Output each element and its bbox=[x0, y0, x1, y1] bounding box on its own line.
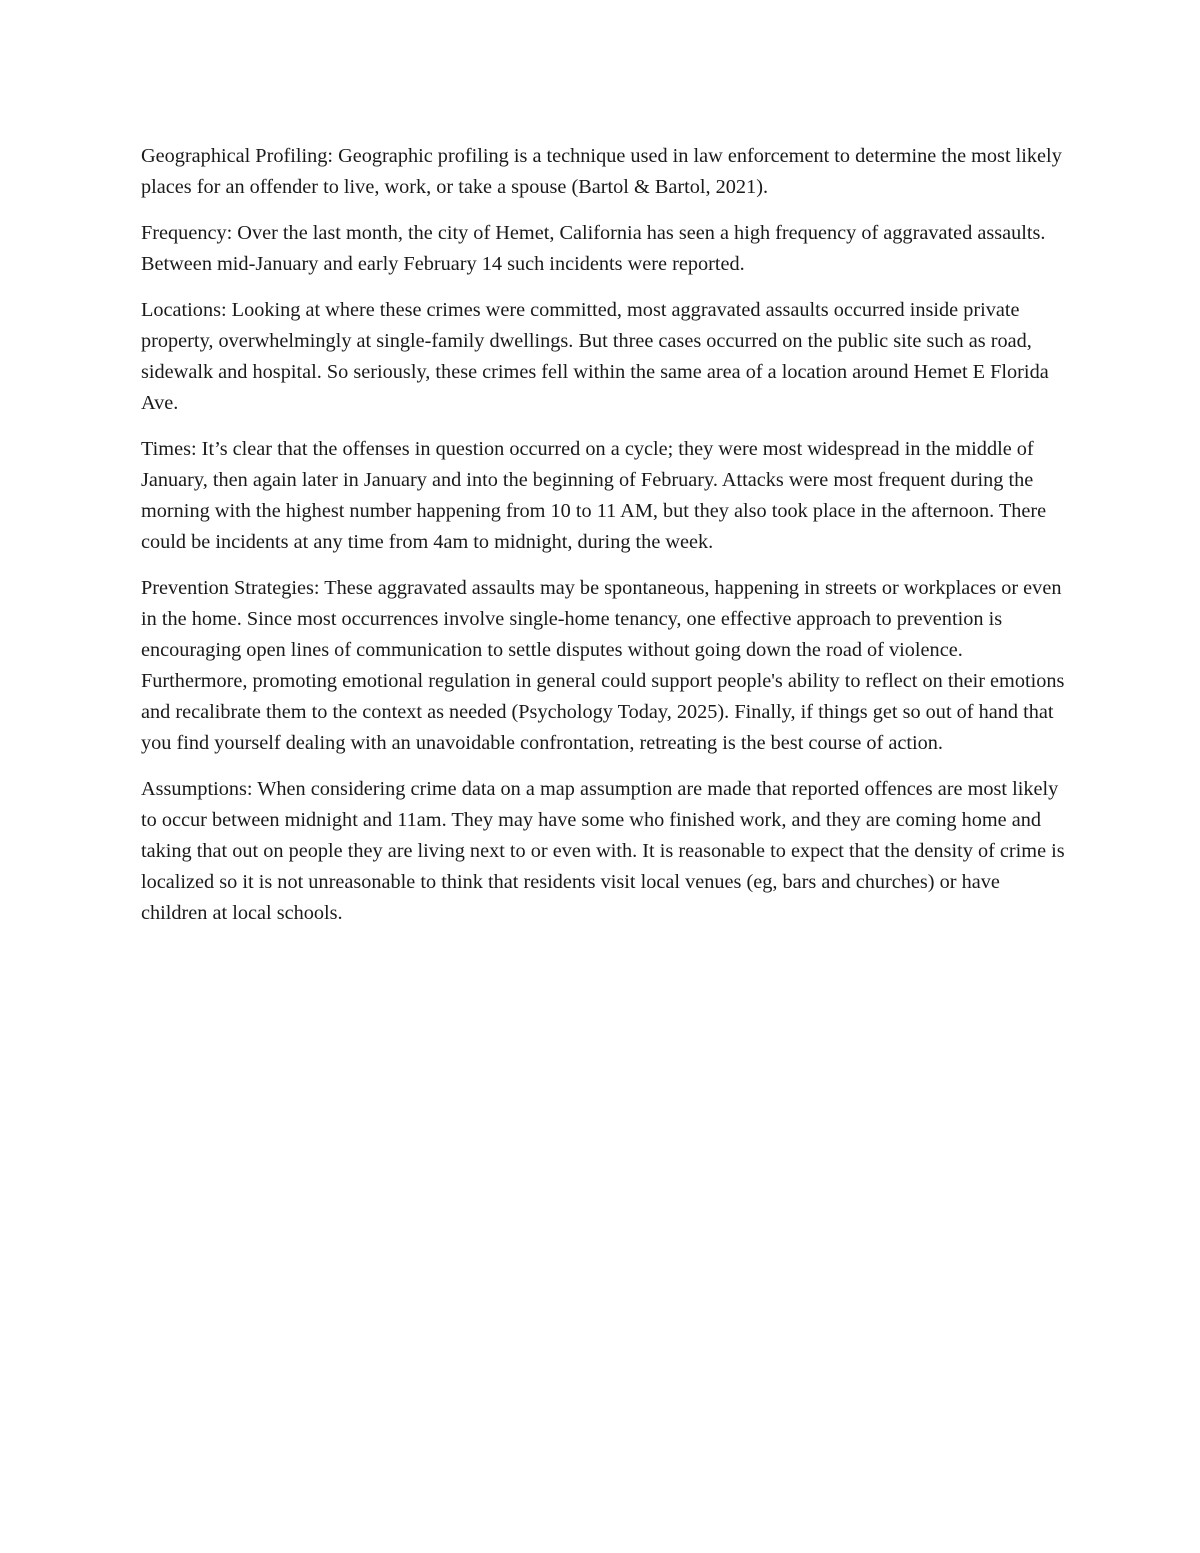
paragraph-times: Times: It’s clear that the offenses in question occurred on a cycle; they were most widespread in the middle of January, then again later in January and into the beginning of February. Attacks were most frequent during the morning with the highest number happening from 10 to 11 AM, but they also took place in the afternoon. There could be incidents at any time from 4am to midnight, during the week. bbox=[141, 438, 1047, 553]
document-body bbox=[141, 141, 1066, 944]
paragraph-prevention-strategies: Prevention Strategies: These aggravated assaults may be spontaneous, happening in streets or workplaces or even in the home. Since most occurrences involve single-home tenancy, one effective approach to prevention is encouraging open lines of communication to settle disputes without going down the road of violence. Furthermore, promoting emotional regulation in general could support people's ability to reflect on their emotions and recalibrate them to the context as needed (Psychology Today, 2025). Finally, if things get so out of hand that you find yourself dealing with an unavoidable confrontation, retreating is the best course of action. bbox=[141, 577, 1065, 754]
paragraph-geographical-profiling: Geographical Profiling: Geographic profiling is a technique used in law enforcement to determine the most likely places for an offender to live, work, or take a spouse (Bartol & Bartol, 2021). bbox=[141, 145, 1062, 198]
paragraph-locations: Locations: Looking at where these crimes were committed, most aggravated assaults occurred inside private property, overwhelmingly at single-family dwellings. But three cases occurred on the public site such as road, sidewalk and hospital. So seriously, these crimes fell within the same area of a location around Hemet E Florida Ave. bbox=[141, 299, 1049, 414]
paragraph-assumptions: Assumptions: When considering crime data on a map assumption are made that reported offences are most likely to occur between midnight and 11am. They may have some who finished work, and they are coming home and taking that out on people they are living next to or even with. It is reasonable to expect that the density of crime is localized so it is not unreasonable to think that residents visit local venues (eg, bars and churches) or have children at local schools. bbox=[141, 778, 1065, 924]
paragraph-frequency: Frequency: Over the last month, the city of Hemet, California has seen a high frequency of aggravated assaults. Between mid-January and early February 14 such incidents were reported. bbox=[141, 222, 1046, 275]
